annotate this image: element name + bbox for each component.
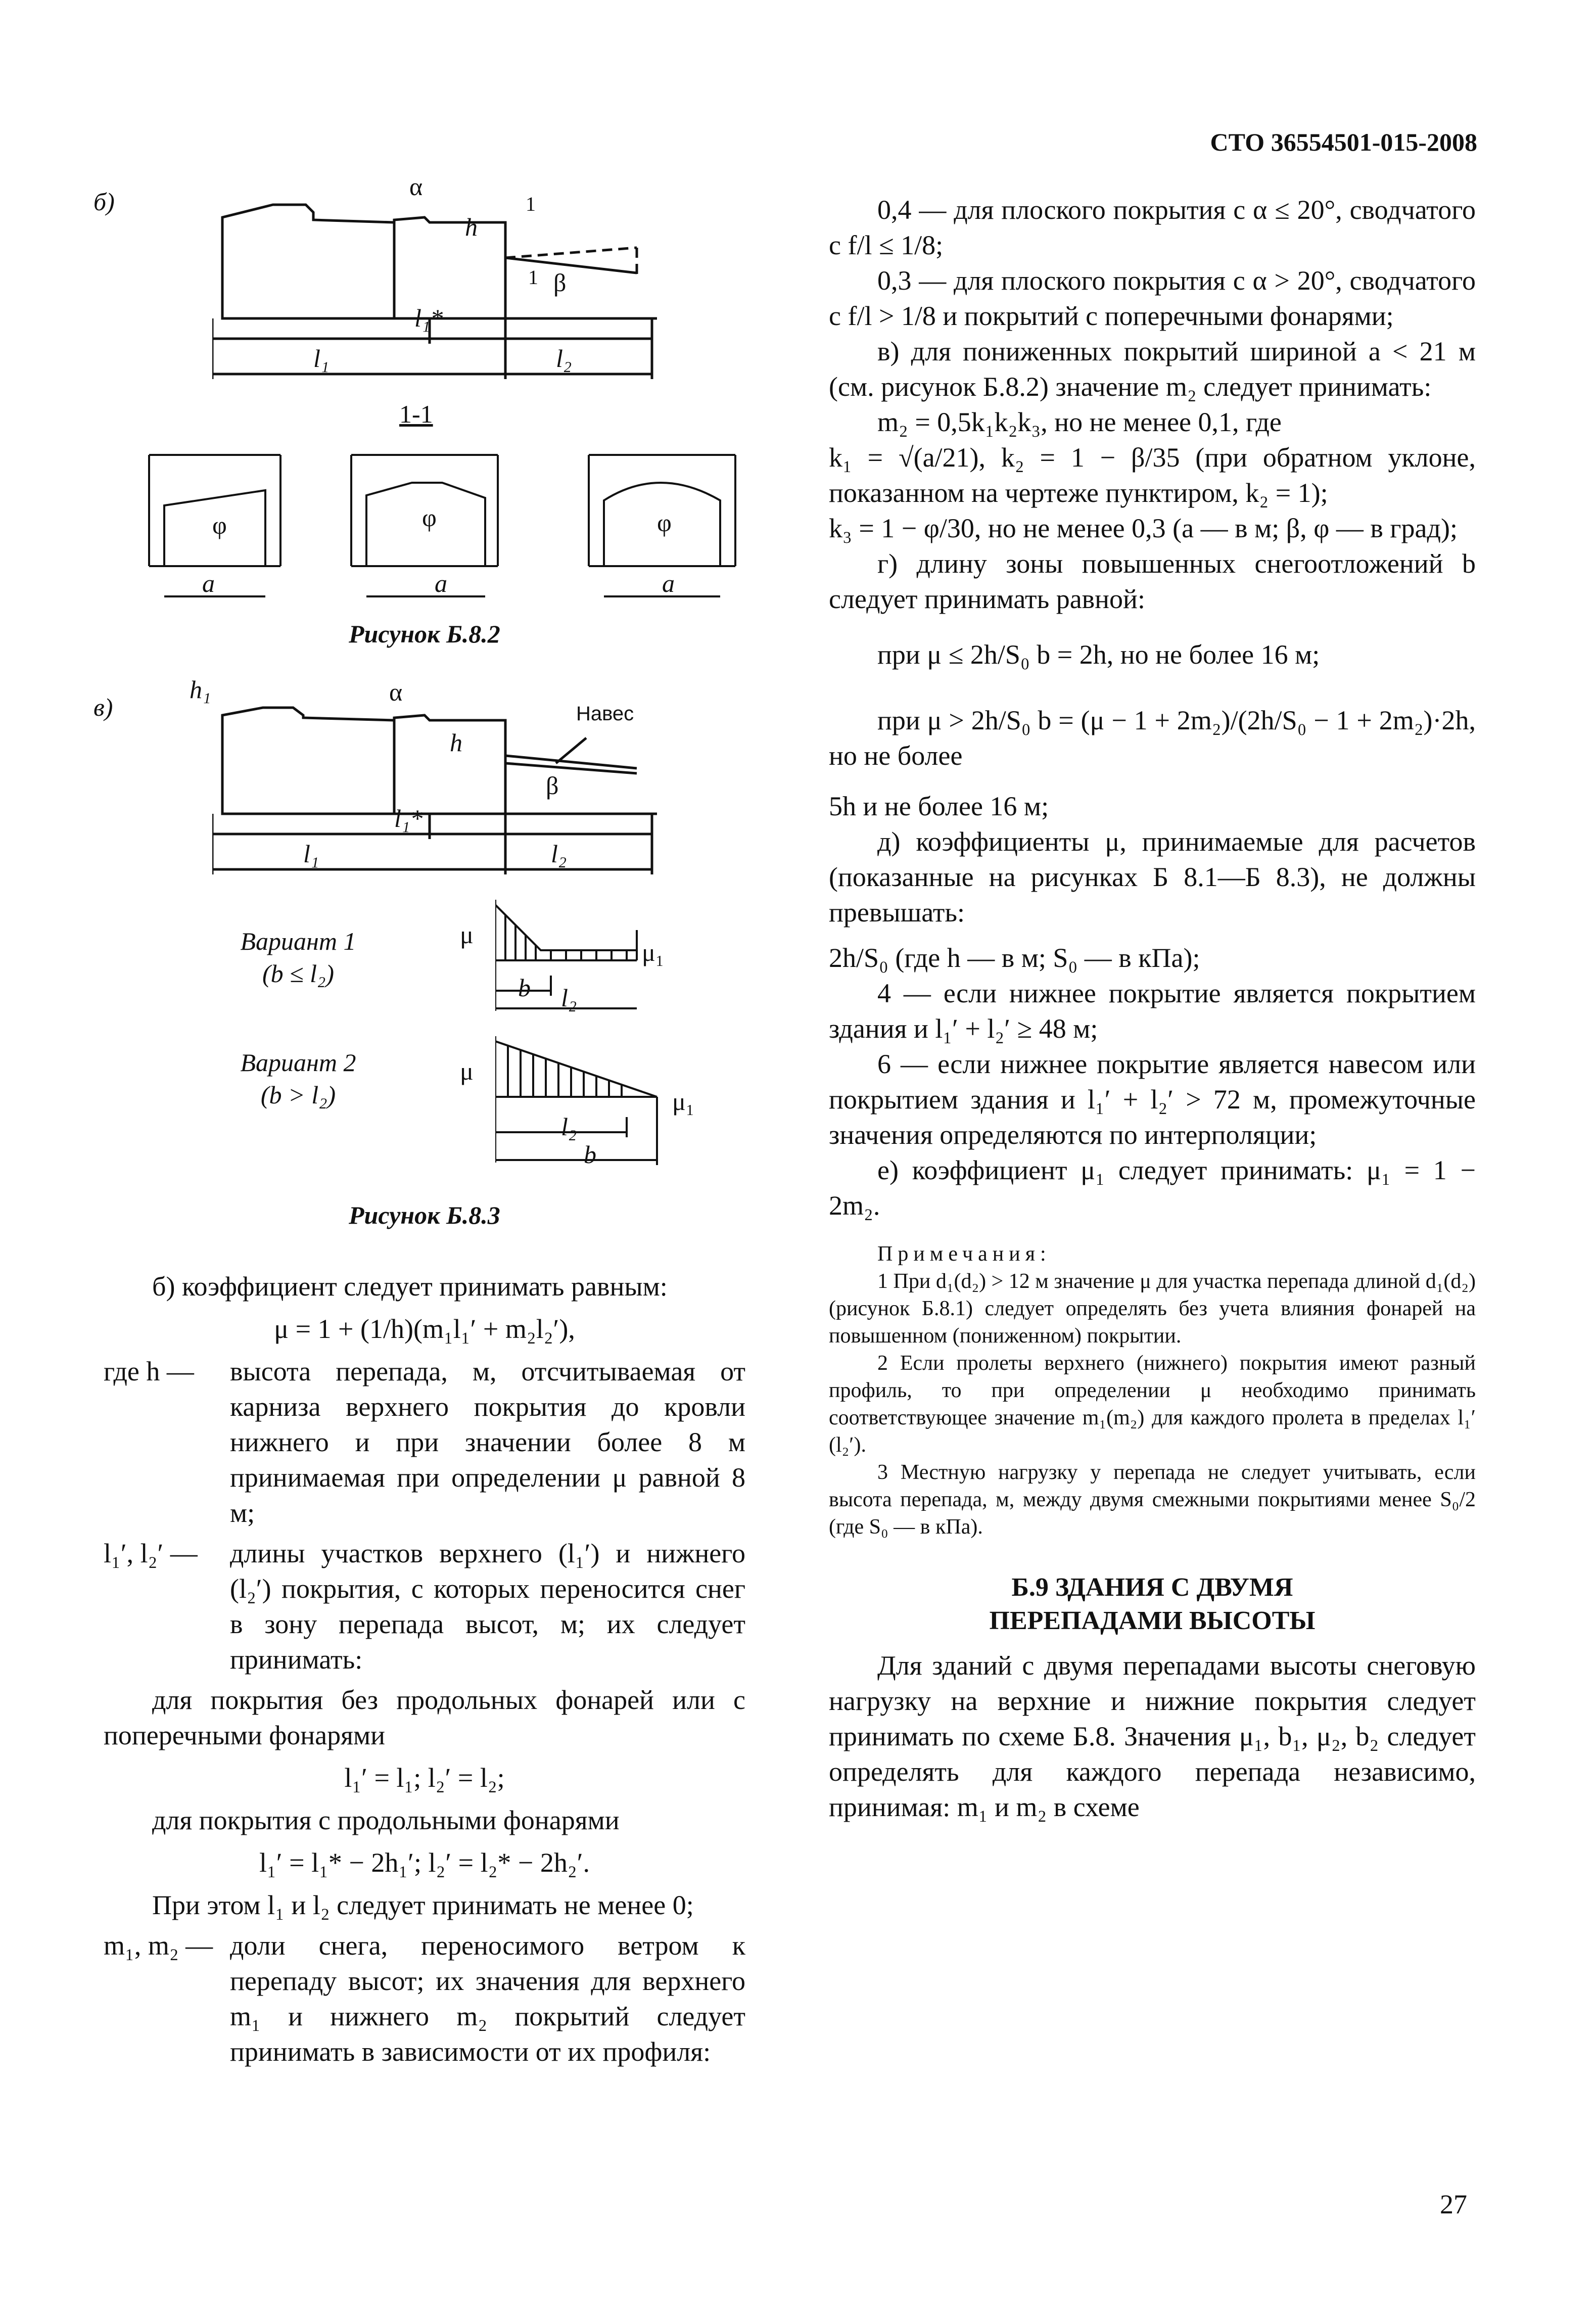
para-r6: k₃ = 1 − φ/30, но не менее 0,3 (a — в м; β, φ — в град); [829,513,1458,543]
canopy-label: Навес [576,703,634,725]
section-heading-b9 [829,1571,1476,1638]
definition-h [104,1354,745,1531]
para-r3: в) для пониженных покрытий шириной a < 21 м (см. рисунок Б.8.2) значение m₂ следует принимать: [829,336,1476,402]
beta-label-b: β [553,268,567,297]
desc-m: доли снега, переносимого ветром к перепаду высот; их значения для верхнего m₁ и нижнего m₂ покрытий следует принимать в зависимости от их профиля: [230,1930,745,2067]
mu1-label-variant2: μ₁ [672,1087,695,1116]
note-3: 3 Местную нагрузку у перепада не следует учитывать, если высота перепада, м, между двумя смежными покрытиями менее S₀/2 (где S₀ — в кПа). [829,1461,1476,1539]
figure-caption-b82: Рисунок Б.8.2 [349,620,500,648]
para-r1: 0,4 — для плоского покрытия с α ≤ 20°, сводчатого с f/l ≤ 1/8; [829,195,1476,260]
para-r2: 0,3 — для плоского покрытия с α > 20°, сводчатого с f/l > 1/8 и покрытий с поперечными фонарями; [829,265,1476,331]
right-column [829,192,1476,1825]
h-label-v: h [450,728,462,757]
b-label-variant1: b [518,974,531,1002]
paragraph-not-less: При этом l₁ и l₂ следует принимать не менее 0; [152,1890,694,1920]
page-number: 27 [1440,2189,1467,2219]
heading-line-2: ПЕРЕПАДАМИ ВЫСОТЫ [989,1606,1316,1635]
para-r9: при μ > 2h/S₀ b = (μ − 1 + 2m₂)/(2h/S₀ − 1 + 2m₂)·2h, но не более [829,705,1476,771]
paragraph-with-lanterns: для покрытия с продольными фонарями [152,1805,620,1835]
alpha-label-b: α [409,172,423,201]
l2-label-v: l₂ [551,840,567,868]
one-label-b-bottom: 1 [528,266,538,289]
l2-label-b: l₂ [556,344,572,373]
variant2-label [222,1046,374,1111]
para-r13: 4 — если нижнее покрытие является покрытием здания и l₁′ + l₂′ ≥ 48 м; [829,978,1476,1044]
para-r16: Для зданий с двумя перепадами высоты снеговую нагрузку на верхние и нижние покрытия следует принимать по схеме Б.8. Значения μ₁, b₁, μ₂, b₂ следует определять для каждого перепада независимо, принимая: m₁ и m₂ в схеме [829,1650,1476,1822]
l1star-label-b: l₁* [414,304,443,332]
l1-label-b: l₁ [313,344,330,373]
left-column [104,1269,745,2074]
mu-label-variant1: μ [460,920,474,949]
b-label-variant2: b [584,1140,596,1169]
para-r10: 5h и не более 16 м; [829,791,1049,821]
para-r5: k₁ = √(a/21), k₂ = 1 − β/35 (при обратном уклоне, показанном на чертеже пунктиром, k₂ = 1); [829,442,1476,508]
para-r4: m₂ = 0,5k₁k₂k₃, но не менее 0,1, где [877,407,1282,437]
phi-label-3: φ [657,508,672,537]
phi-label-1: φ [212,511,227,539]
l2-label-variant1: l₂ [561,984,577,1012]
paragraph-no-lanterns: для покрытия без продольных фонарей или с поперечными фонарями [104,1685,745,1750]
h-label-b: h [465,213,478,241]
heading-line-1: Б.9 ЗДАНИЯ С ДВУМЯ [1011,1573,1293,1602]
variant1-title: Вариант 1 [240,927,356,955]
para-r8: при μ ≤ 2h/S₀ b = 2h, но не более 16 м; [877,639,1320,670]
l1-label-v: l₁ [303,840,319,868]
mu-label-variant2: μ [460,1057,474,1085]
a-label-1: a [202,569,215,597]
l1star-label-v: l₁* [394,804,423,832]
para-r7: г) длину зоны повышенных снегоотложений b следует принимать равной: [829,548,1476,614]
para-r12: 2h/S₀ (где h — в м; S₀ — в кПа); [829,943,1200,973]
one-label-b-top: 1 [526,193,536,215]
variant1-label [222,925,374,990]
mu1-label-variant1: μ₁ [642,938,665,966]
figure-v-label: в) [93,693,113,721]
notes-block [829,1240,1476,1541]
alpha-label-v: α [389,678,403,706]
term-m: m₁, m₂ — [104,1930,213,1961]
section-1-1-label: 1-1 [399,400,433,428]
phi-label-2: φ [422,503,437,532]
variant2-condition: (b > l₂) [260,1081,336,1109]
definition-l [104,1536,745,1677]
para-r15: е) коэффициент μ₁ следует принимать: μ₁ = 1 − 2m₂. [829,1155,1476,1221]
paragraph-coefficient: б) коэффициент следует принимать равным: [152,1271,668,1302]
note-2: 2 Если пролеты верхнего (нижнего) покрытия имеют разный профиль, то при определении μ необходимо принимать соответствующее значение m₁(m₂) для каждого пролета в пределах l₁′(l₂′). [829,1352,1476,1457]
desc-h: высота перепада, м, отсчитываемая от карниза верхнего покрытия до кровли нижнего и при значении более 8 м принимаемая при определении μ равной 8 м; [230,1356,745,1528]
definition-m [104,1928,745,2069]
h1-label-v: h₁ [190,675,211,704]
variant2-title: Вариант 2 [240,1048,356,1077]
variant1-condition: (b ≤ l₂) [262,959,335,988]
building-profile-b [212,187,657,399]
formula-mu: μ = 1 + (1/h)(m₁l₁′ + m₂l₂′), [274,1314,575,1344]
formula-l-plain: l₁′ = l₁; l₂′ = l₂; [344,1763,505,1793]
para-r11: д) коэффициенты μ, принимаемые для расчетов (показанные на рисунках Б 8.1—Б 8.3), не должны превышать: [829,826,1476,928]
term-l: l₁′, l₂′ — [104,1538,198,1568]
beta-label-v: β [546,771,559,800]
snow-load-diagram-variant2 [495,1036,667,1168]
figure-caption-b83: Рисунок Б.8.3 [349,1201,500,1229]
notes-title: Примечания: [877,1242,1051,1266]
document-code: СТО 36554501-015-2008 [1210,128,1477,156]
figure-b-label: б) [93,188,115,216]
a-label-2: a [435,569,447,597]
para-r14: 6 — если нижнее покрытие является навесом или покрытием здания и l₁′ + l₂′ > 72 м, промежуточные значения определяются по интерполяции; [829,1049,1476,1150]
formula-l-lanterns: l₁′ = l₁* − 2h₁′; l₂′ = l₂* − 2h₂′. [259,1847,590,1878]
term-h: где h — [104,1356,194,1386]
a-label-3: a [662,569,675,597]
note-1: 1 При d₁(d₂) > 12 м значение μ для участка перепада длиной d₁(d₂) (рисунок Б.8.1) следует определять без учета влияния фонарей на повышенном (пониженном) покрытии. [829,1270,1476,1348]
l2-label-variant2: l₂ [561,1113,577,1141]
desc-l: длины участков верхнего (l₁′) и нижнего (l₂′) покрытия, с которых переносится снег в зону перепада высот, м; их следует принимать: [230,1538,745,1675]
